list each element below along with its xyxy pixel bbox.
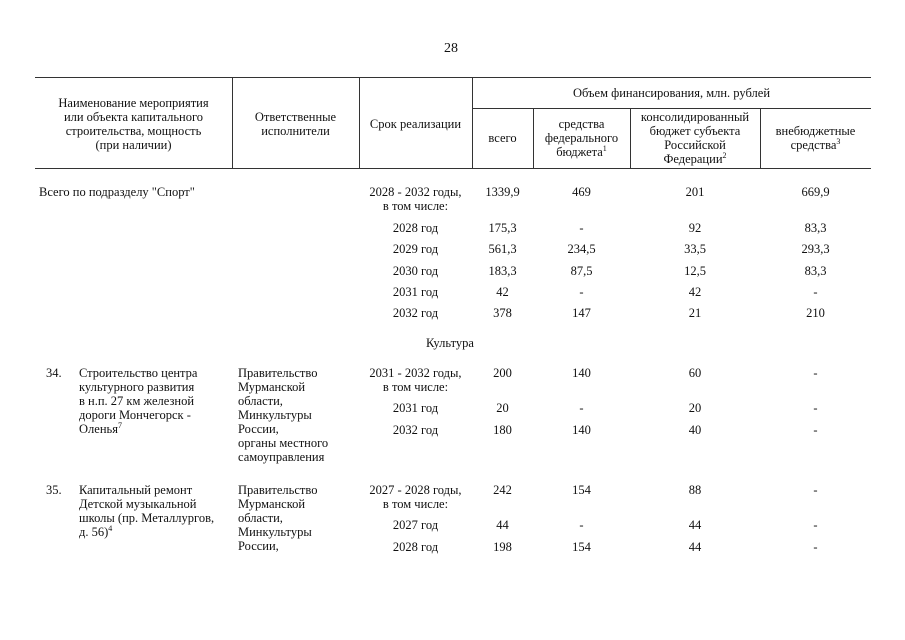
- total-cell: 175,3: [488, 221, 517, 235]
- term-cell: 2031 - 2032 годы, в том числе:: [369, 366, 462, 394]
- extrabudget-cell: 669,9: [801, 185, 830, 199]
- total-cell: 1339,9: [485, 185, 520, 199]
- term-cell: 2029 год: [392, 242, 439, 256]
- consolidated-cell: 44: [688, 540, 702, 554]
- consolidated-cell: 201: [685, 185, 705, 199]
- item-name: Строительство центра культурного развития в н.п. 27 км железной дороги Мончегорск - Оленья$^7$: [79, 366, 198, 436]
- extrabudget-cell: -: [813, 483, 818, 497]
- extrabudget-cell: -: [813, 518, 818, 532]
- federal-cell: 469: [572, 185, 591, 199]
- federal-cell: 154: [572, 540, 591, 554]
- total-cell: 200: [493, 366, 512, 380]
- header-extrabudget: внебюджетные средства$^3$: [775, 124, 856, 152]
- total-cell: 44: [496, 518, 509, 532]
- extrabudget-cell: -: [813, 423, 818, 437]
- term-cell: 2032 год: [392, 306, 439, 320]
- total-cell: 183,3: [488, 264, 517, 278]
- header-name: Наименование мероприятия или объекта капитального строительства, мощность (при наличии): [58, 96, 209, 152]
- consolidated-cell: 92: [688, 221, 702, 235]
- term-cell: 2028 год: [392, 540, 439, 554]
- extrabudget-cell: -: [813, 285, 818, 299]
- header-consolidated: консолидированный бюджет субъекта Российской Федерации$^2$: [640, 110, 750, 166]
- term-cell: 2028 - 2032 годы, в том числе:: [369, 185, 462, 213]
- term-cell: 2030 год: [392, 264, 439, 278]
- total-cell: 561,3: [488, 242, 517, 256]
- term-cell: 2031 год: [392, 285, 439, 299]
- term-cell: 2027 год: [392, 518, 439, 532]
- term-cell: 2032 год: [392, 423, 439, 437]
- page-number: 28: [444, 41, 458, 56]
- total-cell: 180: [493, 423, 512, 437]
- extrabudget-cell: 210: [806, 306, 825, 320]
- total-cell: 198: [493, 540, 512, 554]
- item-executors: Правительство Мурманской области, Минкультуры России, органы местного самоуправления: [238, 366, 329, 464]
- extrabudget-cell: 293,3: [801, 242, 830, 256]
- consolidated-cell: 33,5: [684, 242, 706, 256]
- federal-cell: 234,5: [567, 242, 596, 256]
- federal-cell: 140: [572, 423, 591, 437]
- item-executors: Правительство Мурманской области, Минкультуры России,: [238, 483, 318, 553]
- term-cell: 2031 год: [392, 401, 439, 415]
- total-cell: 242: [493, 483, 512, 497]
- extrabudget-cell: -: [813, 366, 818, 380]
- consolidated-cell: 42: [688, 285, 702, 299]
- term-cell: 2027 - 2028 годы, в том числе:: [369, 483, 462, 511]
- term-cell: 2028 год: [392, 221, 439, 235]
- header-bottom-rule: [35, 168, 871, 169]
- sport-total-label: Всего по подразделу "Спорт": [39, 185, 195, 199]
- section-title: Культура: [426, 336, 474, 350]
- total-cell: 378: [493, 306, 512, 320]
- header-mid-rule: [472, 108, 871, 109]
- extrabudget-cell: -: [813, 401, 818, 415]
- total-cell: 20: [496, 401, 509, 415]
- header-top-rule: [35, 77, 871, 78]
- consolidated-cell: 40: [688, 423, 702, 437]
- consolidated-cell: 12,5: [684, 264, 706, 278]
- federal-cell: 154: [572, 483, 591, 497]
- federal-cell: 140: [572, 366, 591, 380]
- federal-cell: -: [579, 401, 584, 415]
- item-name: Капитальный ремонт Детской музыкальной школы (пр. Металлургов, д. 56)$^4$: [79, 483, 215, 539]
- consolidated-cell: 60: [688, 366, 702, 380]
- federal-cell: -: [579, 518, 584, 532]
- header-executors: Ответственные исполнители: [254, 110, 337, 138]
- extrabudget-cell: 83,3: [804, 264, 827, 278]
- item-number: 34.: [46, 366, 62, 380]
- header-total: всего: [488, 131, 517, 145]
- federal-cell: 87,5: [570, 264, 593, 278]
- consolidated-cell: 20: [688, 401, 702, 415]
- consolidated-cell: 44: [688, 518, 702, 532]
- extrabudget-cell: -: [813, 540, 818, 554]
- total-cell: 42: [496, 285, 509, 299]
- federal-cell: -: [579, 285, 584, 299]
- extrabudget-cell: 83,3: [804, 221, 827, 235]
- header-federal: средства федерального бюджета$^1$: [544, 117, 619, 159]
- consolidated-cell: 21: [688, 306, 702, 320]
- header-term: Срок реализации: [369, 117, 462, 131]
- header-funding: Объем финансирования, млн. рублей: [572, 86, 771, 100]
- item-number: 35.: [46, 483, 62, 497]
- federal-cell: -: [579, 221, 584, 235]
- consolidated-cell: 88: [688, 483, 702, 497]
- federal-cell: 147: [572, 306, 591, 320]
